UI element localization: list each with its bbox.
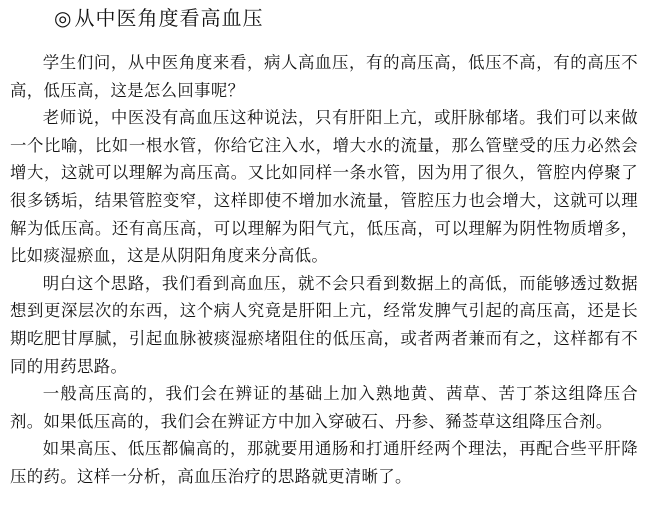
section-marker-icon: ◎ — [54, 6, 73, 30]
paragraph-herbal-formulas: 一般高压高的，我们会在辨证的基础上加入熟地黄、茜草、苦丁茶这组降压合剂。如果低压高的，我们会在辨证方中加入穿破石、丹参、豨莶草这组降压合剂。 — [10, 384, 638, 431]
paragraph-conclusion: 如果高压、低压都偏高的，那就要用通肠和打通肝经两个理法，再配合些平肝降压的药。这样一分析，高血压治疗的思路就更清晰了。 — [10, 439, 638, 486]
section-title-text: 从中医角度看高血压 — [74, 6, 264, 30]
paragraph-diagnostic-thinking: 明白这个思路，我们看到高血压，就不会只看到数据上的高低，而能够透过数据想到更深层次的东西，这个病人究竟是肝阳上亢，经常发脾气引起的高压高，还是长期吃肥甘厚腻，引起血脉被痰湿瘀堵阻住的低压高，或者两者兼而有之，这样都有不同的用药思路。 — [10, 273, 638, 376]
section-heading — [54, 4, 263, 32]
paragraph-student-question: 学生们问，从中医角度来看，病人高血压，有的高压高，低压不高，有的高压不高，低压高，这是怎么回事呢？ — [10, 53, 638, 100]
article-body — [10, 49, 638, 491]
paragraph-teacher-explanation: 老师说，中医没有高血压这种说法，只有肝阳上亢，或肝脉郁堵。我们可以来做一个比喻，比如一根水管，你给它注入水，增大水的流量，那么管壁受的压力必然会增大，这就可以理解为高压高。又比如同样一条水管，因为用了很久，管腔内停聚了很多锈垢，结果管腔变窄，这样即使不增加水流量，管腔压力也会增大，这就可以理解为低压高。还有高压高，可以理解为阳气亢，低压高，可以理解为阴性物质增多，比如痰湿瘀血，这是从阴阳角度来分高低。 — [10, 108, 638, 266]
